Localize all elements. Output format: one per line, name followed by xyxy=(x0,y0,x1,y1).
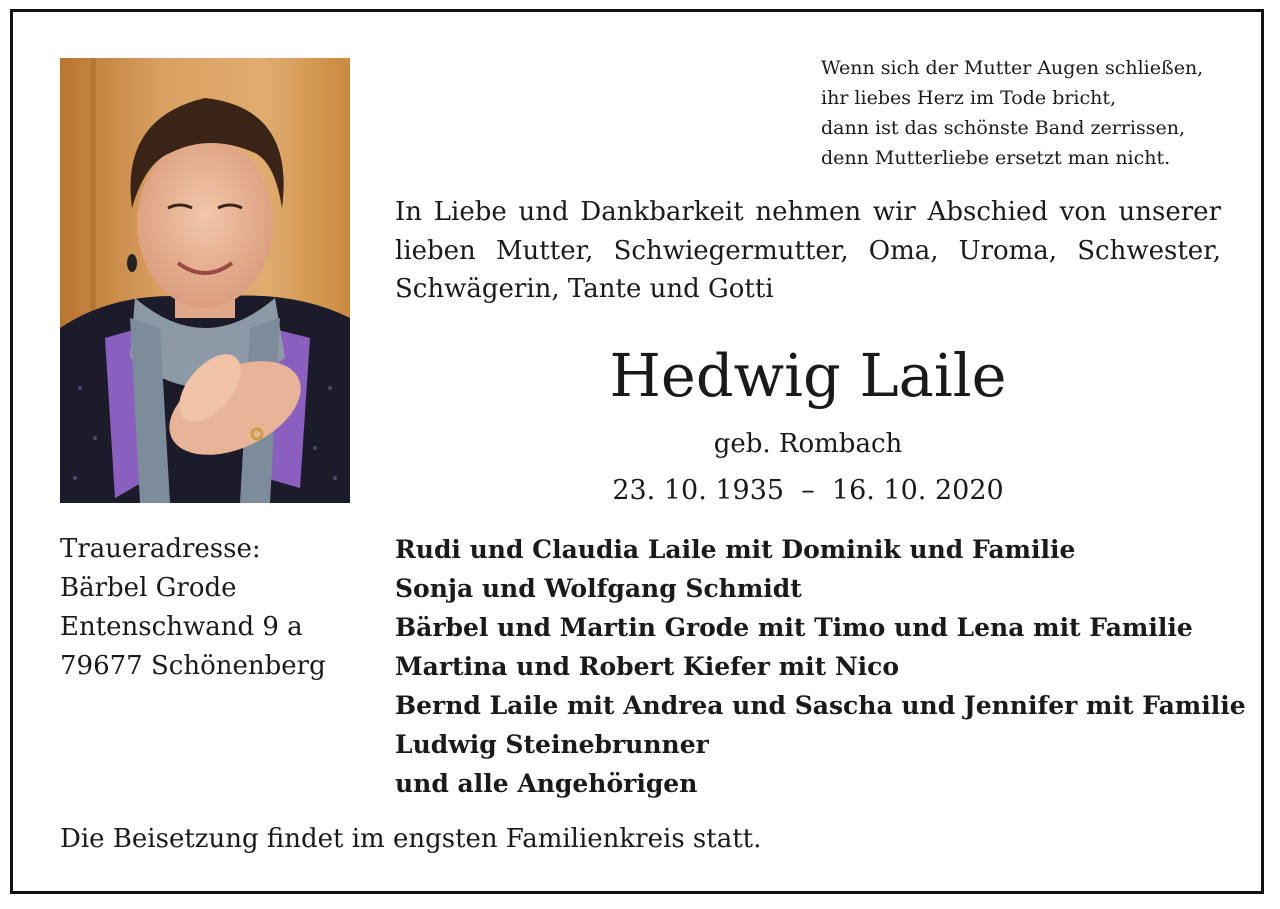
mourner-line: Bärbel und Martin Grode mit Timo und Lena mit Familie xyxy=(395,613,1193,642)
address-label: Traueradresse: xyxy=(60,534,261,564)
address-name: Bärbel Grode xyxy=(60,573,237,603)
burial-note: Die Beisetzung findet im engsten Familienkreis statt. xyxy=(60,824,762,854)
portrait-photo xyxy=(60,58,350,503)
mourner-line: Sonja und Wolfgang Schmidt xyxy=(395,574,802,603)
mourner-line: Martina und Robert Kiefer mit Nico xyxy=(395,652,900,681)
mourning-address xyxy=(60,530,380,686)
poem xyxy=(821,53,1241,173)
mourner-line: Rudi und Claudia Laile mit Dominik und Familie xyxy=(395,535,1076,564)
intro-text: In Liebe und Dankbarkeit nehmen wir Abschied von unserer lieben Mutter, Schwiegermutter, Oma, Uroma, Schwester, Schwägerin, Tante und Gotti xyxy=(395,197,1221,304)
poem-line: Wenn sich der Mutter Augen schließen, xyxy=(821,57,1204,79)
deceased-name: Hedwig Laile xyxy=(609,341,1007,410)
mourner-line: Ludwig Steinebrunner xyxy=(395,730,709,759)
birth-name: geb. Rombach xyxy=(713,429,903,459)
life-dates: 23. 10. 1935 – 16. 10. 2020 xyxy=(612,475,1004,506)
mourners-list xyxy=(395,530,1255,803)
address-city: 79677 Schönenberg xyxy=(60,651,326,681)
poem-line: ihr liebes Herz im Tode bricht, xyxy=(821,87,1117,109)
mourner-line: und alle Angehörigen xyxy=(395,769,698,798)
poem-line: denn Mutterliebe ersetzt man nicht. xyxy=(821,147,1171,169)
poem-line: dann ist das schönste Band zerrissen, xyxy=(821,117,1186,139)
mourner-line: Bernd Laile mit Andrea und Sascha und Jennifer mit Familie xyxy=(395,691,1246,720)
address-street: Entenschwand 9 a xyxy=(60,612,303,642)
